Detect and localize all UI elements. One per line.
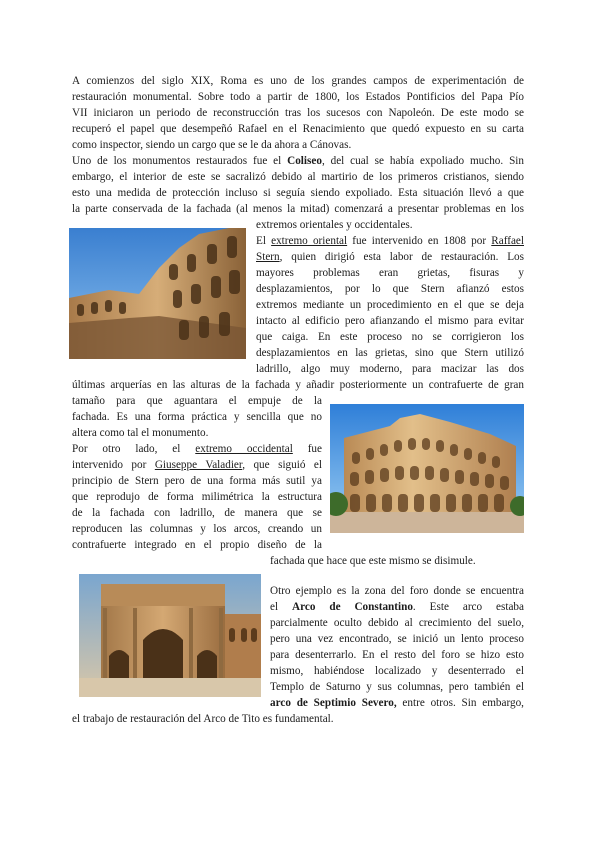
paragraph-2-line: extremos orientales y occidentales. — [256, 219, 413, 231]
arco-septimio-bold: arco de Septimio Severo, — [270, 697, 397, 709]
text-span: el — [270, 601, 293, 613]
paragraph-2-line: embargo, el interior de este se sacralizó debido al martirio de los primeros cristianos, siendo — [72, 171, 524, 183]
paragraph-4-line: que reprodujo de forma milimétrica la estructura — [72, 491, 322, 503]
text-span: Por otro lado, el — [72, 443, 196, 455]
paragraph-2-line: la parte conservada de la fachada (al menos la mitad) comenzará a presentar problemas en los — [72, 203, 524, 215]
raffael-stern-link: Raffael — [491, 235, 524, 247]
paragraph-4-line — [72, 442, 322, 456]
paragraph-3-line: ladrillo, algo muy moderno, para macizar las dos — [256, 363, 524, 375]
paragraph-4-line: de la fachada con ladrillo, de manera que se — [72, 507, 322, 519]
text-span: entre otros. Sin embargo, — [396, 697, 524, 709]
text-span: , quien dirigió esta labor de restauración. Los — [279, 251, 524, 263]
paragraph-3-line — [256, 250, 524, 264]
paragraph-1-line: restauración monumental. Sobre todo a partir de 1800, los Estados Pontificios del Papa Pío — [72, 91, 524, 103]
paragraph-2-line: esto una medida de protección incluso si seguía siendo expoliado. Esta situación llevó a que — [72, 187, 524, 199]
paragraph-3-line: intacto al edificio pero afianzando el mismo para evitar — [256, 315, 524, 327]
text-span: fue intervenido en 1808 por — [347, 235, 492, 247]
extremo-occidental-link: extremo occidental — [195, 443, 293, 455]
paragraph-3-line: últimas arquerías en las alturas de la fachada y añadir posteriormente un contrafuerte de gran — [72, 379, 524, 391]
paragraph-3-line: tamaño para que aguantara el empuje de la — [72, 395, 322, 407]
text-span: Uno de los monumentos restaurados fue el — [72, 155, 288, 167]
colosseum-exterior-photo — [330, 404, 524, 533]
paragraph-2-line — [72, 154, 524, 168]
text-span: . Este arco estaba — [412, 601, 524, 613]
paragraph-3-line: fachada. Es una forma práctica y sencilla que no — [72, 411, 322, 423]
paragraph-3-line: que caiga. En este proceso no se corrigieron los — [256, 331, 524, 343]
paragraph-5-line — [270, 696, 524, 710]
paragraph-5-line — [270, 600, 524, 614]
arco-constantino-bold: Arco de Constantino — [292, 601, 413, 613]
paragraph-3-line: extremos mediante un procedimiento en el que se deja — [256, 299, 524, 311]
paragraph-5-line: pero una vez encontrado, se inició un lento proceso — [270, 633, 524, 645]
text-span: , que siguió el — [242, 459, 322, 471]
extremo-oriental-link: extremo oriental — [271, 235, 348, 247]
paragraph-5-line: Templo de Saturno y sus columnas, pero también el — [270, 681, 524, 693]
arch-of-constantine-photo — [79, 574, 261, 697]
paragraph-1-line: VII iniciaron un periodo de reconstrucción tras los sucesos con Napoleón. De este modo se — [72, 107, 524, 119]
text-span: intervenido por — [72, 459, 155, 471]
paragraph-5-line: parcialmente oculto debido al crecimiento del suelo, — [270, 617, 524, 629]
paragraph-3-line — [256, 234, 524, 248]
paragraph-4-line: fachada que hace que este mismo se disimule. — [270, 555, 476, 567]
paragraph-5-line: mismo, habiéndose localizado y desenterrado el — [270, 665, 524, 677]
raffael-stern-link: Stern — [256, 251, 280, 263]
coliseo-bold: Coliseo — [287, 155, 322, 167]
giuseppe-valadier-link: Giuseppe Valadier — [154, 459, 243, 471]
paragraph-3-line: desplazamientos, por lo que Stern afianzó estos — [256, 283, 524, 295]
colosseum-interior-photo — [69, 228, 246, 359]
paragraph-3-line: altera como tal el monumento. — [72, 427, 209, 439]
paragraph-4-line: contrafuerte integrado en el propio diseño de la — [72, 539, 322, 551]
paragraph-1-line: A comienzos del siglo XIX, Roma es uno de los grandes campos de experimentación de — [72, 75, 524, 87]
paragraph-3-line: desplazamientos en las grietas, sino que Stern utilizó — [256, 347, 524, 359]
paragraph-4-line: principio de Stern pero de una forma más sutil ya — [72, 475, 322, 487]
paragraph-1-line: recuperó el papel que desempeñó Rafael en el Renacimiento que quedó expuesto en su carta — [72, 123, 524, 135]
paragraph-4-line: reproducen las columnas y los arcos, creando un — [72, 523, 322, 535]
paragraph-3-line: mayores problemas eran grietas, fisuras y — [256, 267, 524, 279]
paragraph-4-line — [72, 458, 322, 472]
text-span: El — [256, 235, 272, 247]
paragraph-1-line: como inspector, siendo un cargo que se le da ahora a Cánovas. — [72, 139, 352, 151]
paragraph-5-line: Otro ejemplo es la zona del foro donde se encuentra — [270, 585, 524, 597]
text-span: fue — [292, 443, 322, 455]
paragraph-5-line: el trabajo de restauración del Arco de Tito es fundamental. — [72, 713, 334, 725]
paragraph-5-line: para desenterrarlo. En el resto del foro se hizo esto — [270, 649, 524, 661]
text-span: , del cual se había expoliado mucho. Sin — [321, 155, 524, 167]
